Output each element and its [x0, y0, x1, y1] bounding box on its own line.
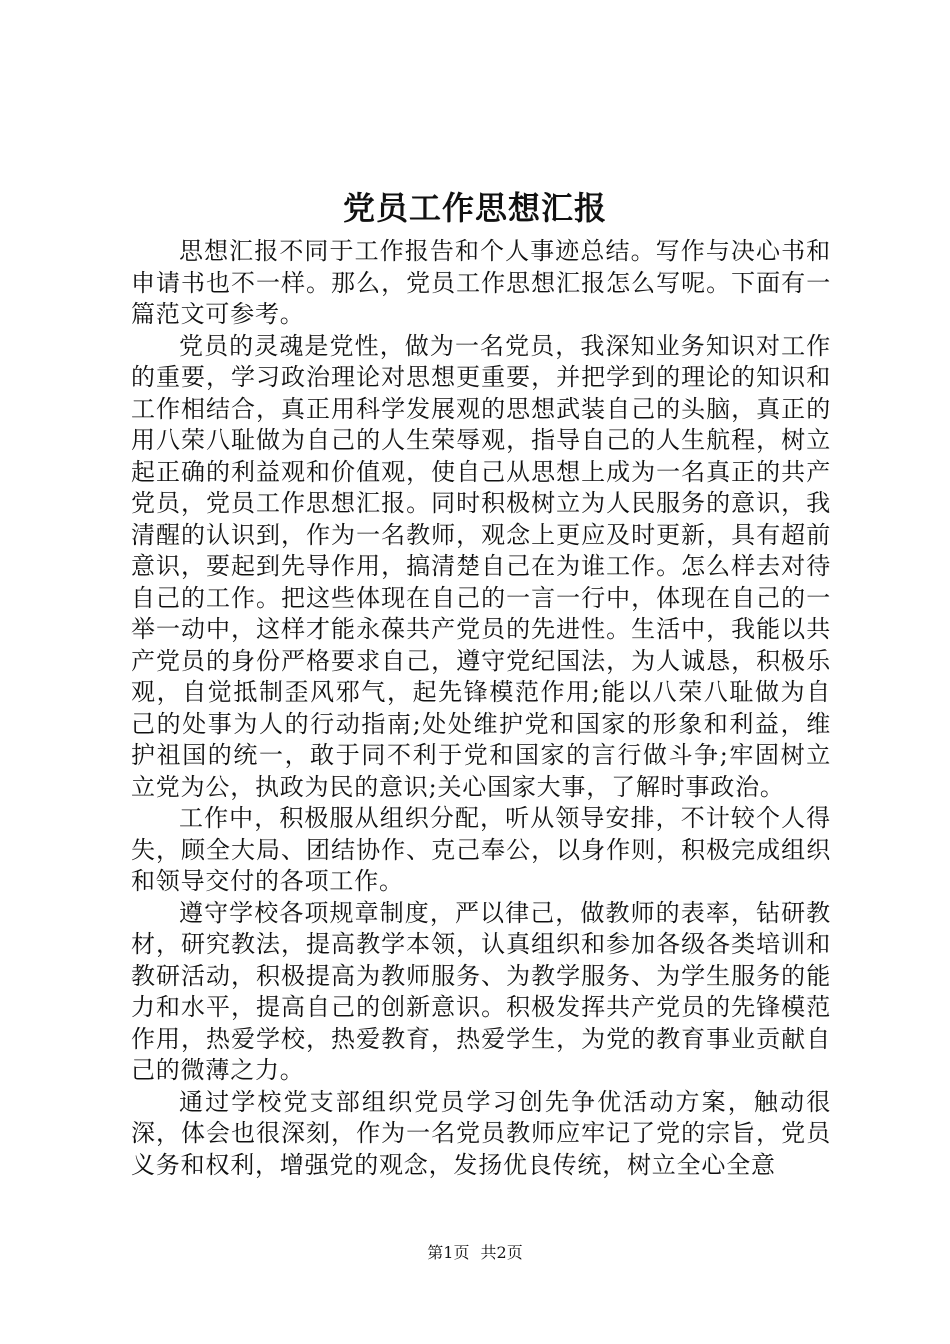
- paragraph: 工作中，积极服从组织分配，听从领导安排，不计较个人得失，顾全大局、团结协作、克己奉公，以身作则，积极完成组织和领导交付的各项工作。: [131, 804, 831, 895]
- paragraph: 党员的灵魂是党性，做为一名党员，我深知业务知识对工作的重要，学习政治理论对思想更重要，并把学到的理论的知识和工作相结合，真正用科学发展观的思想武装自己的头脑，真正的用八荣八耻做为自己的人生荣辱观，指导自己的人生航程，树立起正确的利益观和价值观，使自己从思想上成为一名真正的共产党员，党员工作思想汇报。同时积极树立为人民服务的意识，我清醒的认识到，作为一名教师，观念上更应及时更新，具有超前意识，要起到先导作用，搞清楚自己在为谁工作。怎么样去对待自己的工作。把这些体现在自己的一言一行中，体现在自己的一举一动中，这样才能永葆共产党员的先进性。生活中，我能以共产党员的身份严格要求自己，遵守党纪国法，为人诚恳，积极乐观，自觉抵制歪风邪气，起先锋模范作用;能以八荣八耻做为自己的处事为人的行动指南;处处维护党和国家的形象和利益，维护祖国的统一，敢于同不利于党和国家的言行做斗争;牢固树立立党为公，执政为民的意识;关心国家大事，了解时事政治。: [131, 331, 831, 801]
- document-title: 党员工作思想汇报: [342, 189, 607, 227]
- page-number: 第1页: [427, 1243, 470, 1262]
- paragraph: 思想汇报不同于工作报告和个人事迹总结。写作与决心书和申请书也不一样。那么，党员工作思想汇报怎么写呢。下面有一篇范文可参考。: [131, 237, 831, 328]
- page-footer: [0, 1242, 950, 1264]
- page-total: 共2页: [480, 1243, 523, 1262]
- paragraph: 通过学校党支部组织党员学习创先争优活动方案，触动很深，体会也很深刻，作为一名党员教师应牢记了党的宗旨，党员义务和权利，增强党的观念，发扬优良传统，树立全心全意: [131, 1087, 831, 1179]
- paragraph: 遵守学校各项规章制度，严以律己，做教师的表率，钻研教材，研究教法，提高教学本领，认真组织和参加各级各类培训和教研活动，积极提高为教师服务、为教学服务、为学生服务的能力和水平，提高自己的创新意识。积极发挥共产党员的先锋模范作用，热爱学校，热爱教育，热爱学生，为党的教育事业贡献自己的微薄之力。: [131, 898, 831, 1084]
- document-body: [131, 236, 831, 1181]
